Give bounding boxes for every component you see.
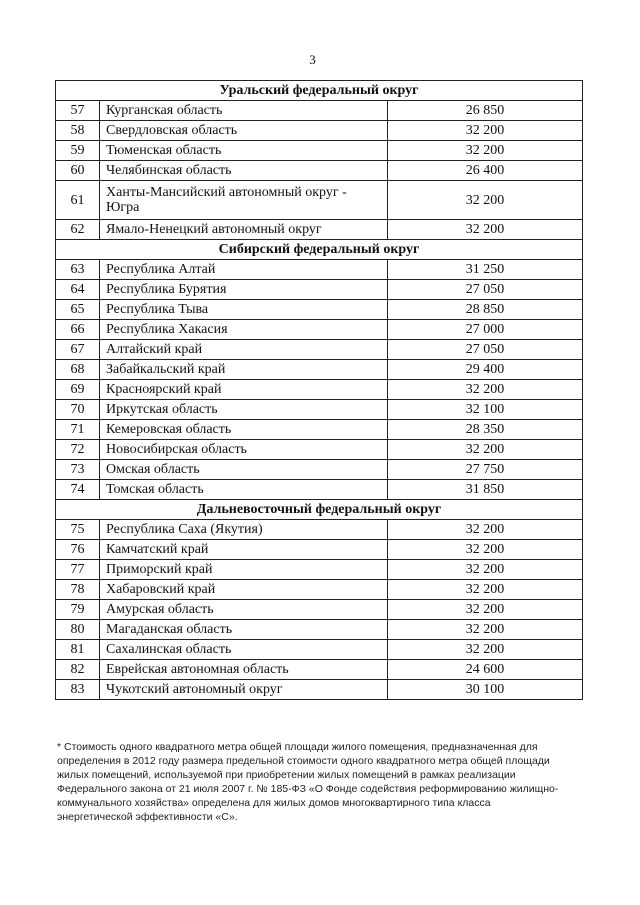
row-number: 74 [56,480,100,500]
region-name: Томская область [100,480,388,500]
row-number: 82 [56,660,100,680]
district-header-row [56,500,583,520]
cost-value: 31 850 [388,480,583,500]
table-row [56,101,583,121]
region-name: Иркутская область [100,400,388,420]
row-number: 58 [56,121,100,141]
table-row [56,440,583,460]
table-row [56,181,583,220]
row-number: 78 [56,580,100,600]
cost-value: 32 200 [388,440,583,460]
table-row [56,460,583,480]
district-title: Уральский федеральный округ [56,81,583,101]
row-number: 65 [56,300,100,320]
row-number: 77 [56,560,100,580]
table-row [56,360,583,380]
region-name: Новосибирская область [100,440,388,460]
cost-value: 32 200 [388,220,583,240]
cost-value: 32 200 [388,121,583,141]
row-number: 68 [56,360,100,380]
cost-value: 32 200 [388,540,583,560]
table-row [56,640,583,660]
region-name: Еврейская автономная область [100,660,388,680]
cost-value: 27 050 [388,280,583,300]
row-number: 64 [56,280,100,300]
cost-value: 32 200 [388,600,583,620]
cost-value: 32 200 [388,181,583,220]
region-name: Тюменская область [100,141,388,161]
table-row [56,560,583,580]
region-name: Республика Бурятия [100,280,388,300]
cost-value: 32 200 [388,141,583,161]
region-name: Хабаровский край [100,580,388,600]
cost-value: 27 050 [388,340,583,360]
regions-table [55,80,583,700]
table-row [56,540,583,560]
table-row [56,380,583,400]
cost-value: 32 100 [388,400,583,420]
cost-value: 27 000 [388,320,583,340]
row-number: 76 [56,540,100,560]
region-name: Республика Тыва [100,300,388,320]
row-number: 79 [56,600,100,620]
region-name: Республика Хакасия [100,320,388,340]
row-number: 62 [56,220,100,240]
row-number: 73 [56,460,100,480]
table-row [56,141,583,161]
district-header-row [56,81,583,101]
region-name: Красноярский край [100,380,388,400]
cost-value: 27 750 [388,460,583,480]
region-name: Ямало-Ненецкий автономный округ [100,220,388,240]
district-title: Сибирский федеральный округ [56,240,583,260]
row-number: 75 [56,520,100,540]
row-number: 70 [56,400,100,420]
row-number: 57 [56,101,100,121]
region-name: Камчатский край [100,540,388,560]
region-name: Республика Саха (Якутия) [100,520,388,540]
table-row [56,220,583,240]
table-row [56,260,583,280]
cost-value: 28 350 [388,420,583,440]
table-row [56,480,583,500]
region-name: Приморский край [100,560,388,580]
region-name: Кемеровская область [100,420,388,440]
cost-value: 28 850 [388,300,583,320]
table-row [56,340,583,360]
table-row [56,300,583,320]
row-number: 60 [56,161,100,181]
table-row [56,161,583,181]
district-title: Дальневосточный федеральный округ [56,500,583,520]
row-number: 81 [56,640,100,660]
table-row [56,420,583,440]
row-number: 63 [56,260,100,280]
cost-value: 26 850 [388,101,583,121]
region-name: Амурская область [100,600,388,620]
table-row [56,600,583,620]
cost-value: 32 200 [388,640,583,660]
cost-value: 32 200 [388,580,583,600]
cost-value: 32 200 [388,380,583,400]
row-number: 61 [56,181,100,220]
region-name: Забайкальский край [100,360,388,380]
footnote: * Стоимость одного квадратного метра общей площади жилого помещения, предназначенная для определения в 2012 году размера предельной стоимости одного квадратного метра общей площади жилых помещений, используемой при приобретении жилых помещений в рамках реализации Федерального закона от 21 июля 2007 г. № 185-ФЗ «О Фонде содействия реформированию жилищно-коммунального хозяйства» определена для жилых домов многоквартирного типа класса энергетической эффективности «С». [57,741,559,823]
regions-table-body [56,81,583,700]
table-row [56,680,583,700]
row-number: 80 [56,620,100,640]
region-name: Магаданская область [100,620,388,640]
region-name: Свердловская область [100,121,388,141]
district-header-row [56,240,583,260]
page-number: 3 [309,52,316,67]
cost-value: 32 200 [388,620,583,640]
table-row [56,520,583,540]
region-name: Алтайский край [100,340,388,360]
table-row [56,320,583,340]
table-row [56,121,583,141]
row-number: 83 [56,680,100,700]
region-name: Сахалинская область [100,640,388,660]
row-number: 67 [56,340,100,360]
row-number: 72 [56,440,100,460]
row-number: 71 [56,420,100,440]
region-name: Чукотский автономный округ [100,680,388,700]
table-row [56,400,583,420]
region-name: Ханты-Мансийский автономный округ - Югра [100,181,388,220]
cost-value: 31 250 [388,260,583,280]
table-row [56,660,583,680]
table-row [56,580,583,600]
cost-value: 32 200 [388,520,583,540]
table-row [56,620,583,640]
row-number: 66 [56,320,100,340]
row-number: 69 [56,380,100,400]
region-name: Республика Алтай [100,260,388,280]
region-name: Омская область [100,460,388,480]
table-row [56,280,583,300]
cost-value: 32 200 [388,560,583,580]
cost-value: 29 400 [388,360,583,380]
cost-value: 30 100 [388,680,583,700]
row-number: 59 [56,141,100,161]
cost-value: 24 600 [388,660,583,680]
cost-value: 26 400 [388,161,583,181]
region-name: Курганская область [100,101,388,121]
region-name: Челябинская область [100,161,388,181]
